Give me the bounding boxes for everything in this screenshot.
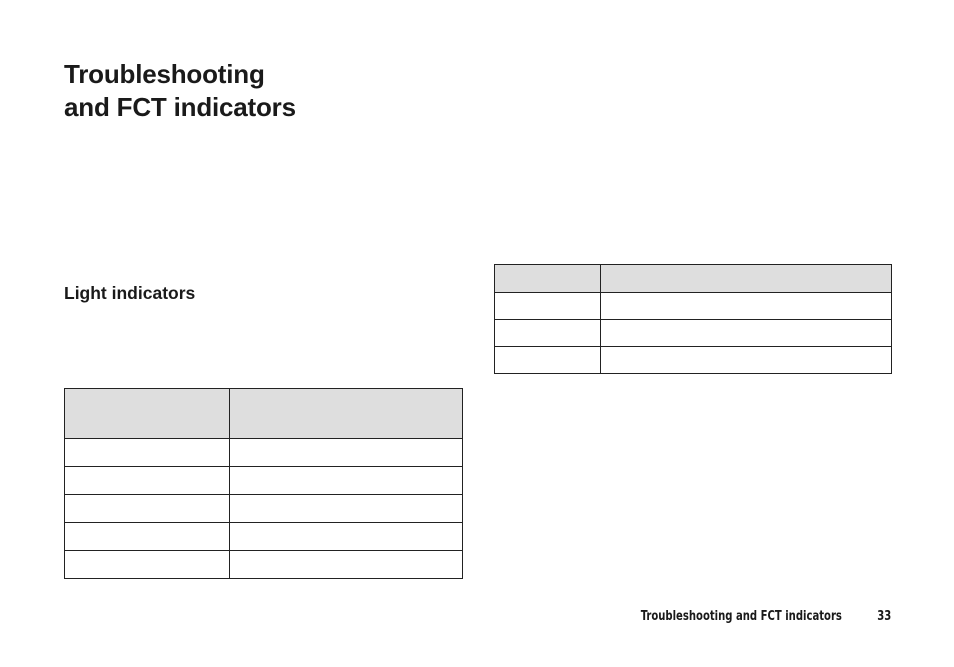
table-cell <box>230 551 463 579</box>
table-cell <box>65 495 230 523</box>
table-cell <box>495 293 601 320</box>
table-row <box>65 523 463 551</box>
footer-title: Troubleshooting and FCT indicators <box>640 609 842 624</box>
table-row <box>65 467 463 495</box>
table-cell <box>230 495 463 523</box>
table-cell <box>65 467 230 495</box>
table-row <box>65 551 463 579</box>
table-row <box>495 293 892 320</box>
table-cell <box>495 320 601 347</box>
table-cell <box>601 293 892 320</box>
table-cell <box>601 320 892 347</box>
indicator-table-right <box>494 264 892 374</box>
table-cell <box>65 551 230 579</box>
table-header-cell <box>601 265 892 293</box>
table-row <box>495 347 892 374</box>
table-header-row <box>65 389 463 439</box>
section-heading-light-indicators: Light indicators <box>64 283 196 303</box>
table-header-cell <box>495 265 601 293</box>
table-row <box>65 495 463 523</box>
table-cell <box>230 523 463 551</box>
table-cell <box>65 439 230 467</box>
page-number: 33 <box>876 609 891 624</box>
table-row <box>65 439 463 467</box>
page-footer <box>560 608 891 626</box>
page-title-line-1: Troubleshooting <box>64 59 265 89</box>
table-cell <box>495 347 601 374</box>
table-cell <box>230 439 463 467</box>
table-header-cell <box>230 389 463 439</box>
table-cell <box>230 467 463 495</box>
table-header-cell <box>65 389 230 439</box>
table-header-row <box>495 265 892 293</box>
page-title <box>64 58 296 124</box>
indicator-table-left <box>64 388 463 579</box>
table-row <box>495 320 892 347</box>
page-title-line-2: and FCT indicators <box>64 92 296 122</box>
table-cell <box>65 523 230 551</box>
table-cell <box>601 347 892 374</box>
